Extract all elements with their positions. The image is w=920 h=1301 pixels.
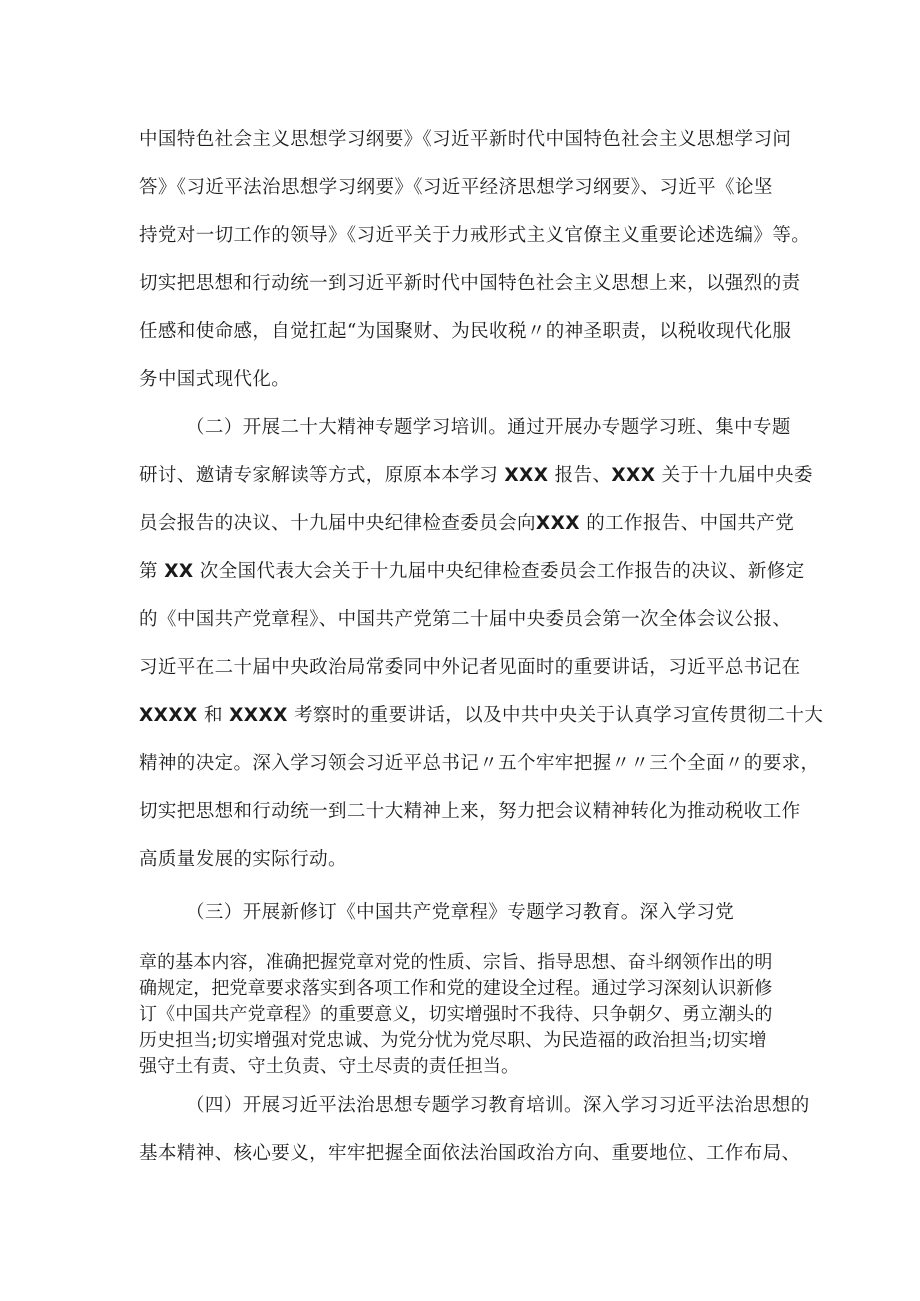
paragraph-3-line-5: 强守土有责、守土负责、守土尽责的责任担当。 (139, 1056, 520, 1077)
paragraph-2-line-6: 习近平在二十届中央政治局常委同中外记者见面时的重要讲话，习近平总书记在 (139, 657, 801, 678)
paragraph-2-line-5: 的《中国共产党章程》、中国共产党第二十届中央委员会第一次全体会议公报、 (139, 609, 792, 630)
paragraph-3-line-1: 章的基本内容，准确把握党章对党的性质、宗旨、指导思想、奋斗纲领作出的明 (139, 952, 773, 973)
paragraph-1-line-6: 务中国式现代化。 (139, 369, 291, 390)
paragraph-1-line-4: 切实把思想和行动统一到习近平新时代中国特色社会主义思想上来，以强烈的责 (139, 273, 801, 294)
paragraph-2-line-8: 精神的决定。深入学习领会习近平总书记〃五个牢牢把握〃〃三个全面〃的要求， (139, 753, 820, 774)
paragraph-2-line-7: XXXX 和 XXXX 考察时的重要讲话，以及中共中央关于认真学习宣传贯彻二十大 (139, 705, 824, 726)
paragraph-3-heading: （三）开展新修订《中国共产党章程》专题学习教育。深入学习党 (186, 902, 735, 923)
paragraph-1-line-2: 答》《习近平法治思想学习纲要》《习近平经济思想学习纲要》、习近平《论坚 (139, 177, 773, 198)
paragraph-2-line-4: 第 XX 次全国代表大会关于十九届中央纪律检查委员会工作报告的决议、新修定 (139, 561, 805, 582)
paragraph-3-line-2: 确规定，把党章要求落实到各项工作和党的建设全过程。通过学习深刻认识新修 (139, 978, 773, 999)
paragraph-1-line-1: 中国特色社会主义思想学习纲要》《习近平新时代中国特色社会主义思想学习问 (139, 129, 792, 150)
paragraph-1-line-3: 持党对一切工作的领导》《习近平关于力戒形式主义官僚主义重要论述选编》等。 (139, 225, 811, 246)
paragraph-4-line-2: 基本精神、核心要义，牢牢把握全面依法治国政治方向、重要地位、工作布局、 (139, 1143, 801, 1164)
paragraph-2-line-1: （二）开展二十大精神专题学习培训。通过开展办专题学习班、集中专题 (186, 417, 791, 438)
paragraph-2-line-2: 研讨、邀请专家解读等方式，原原本本学习 XXX 报告、XXX 关于十九届中央委 (139, 465, 813, 486)
paragraph-2-line-3: 员会报告的决议、十九届中央纪律检查委员会向XXX 的工作报告、中国共产党 (139, 513, 795, 534)
paragraph-3-line-3: 订《中国共产党章程》的重要意义，切实增强时不我待、只争朝夕、勇立潮头的 (139, 1004, 773, 1025)
paragraph-2-line-10: 高质量发展的实际行动。 (139, 849, 347, 870)
paragraph-2-line-9: 切实把思想和行动统一到二十大精神上来，努力把会议精神转化为推动税收工作 (139, 801, 801, 822)
paragraph-4-line-1: （四）开展习近平法治思想专题学习教育培训。深入学习习近平法治思想的 (186, 1095, 810, 1116)
paragraph-1-line-5: 任感和使命感，自觉扛起“为国聚财、为民收税〃的神圣职责，以税收现代化服 (139, 321, 792, 342)
paragraph-3-line-4: 历史担当;切实增强对党忠诚、为党分忧为党尽职、为民造福的政治担当;切实增 (139, 1030, 767, 1051)
